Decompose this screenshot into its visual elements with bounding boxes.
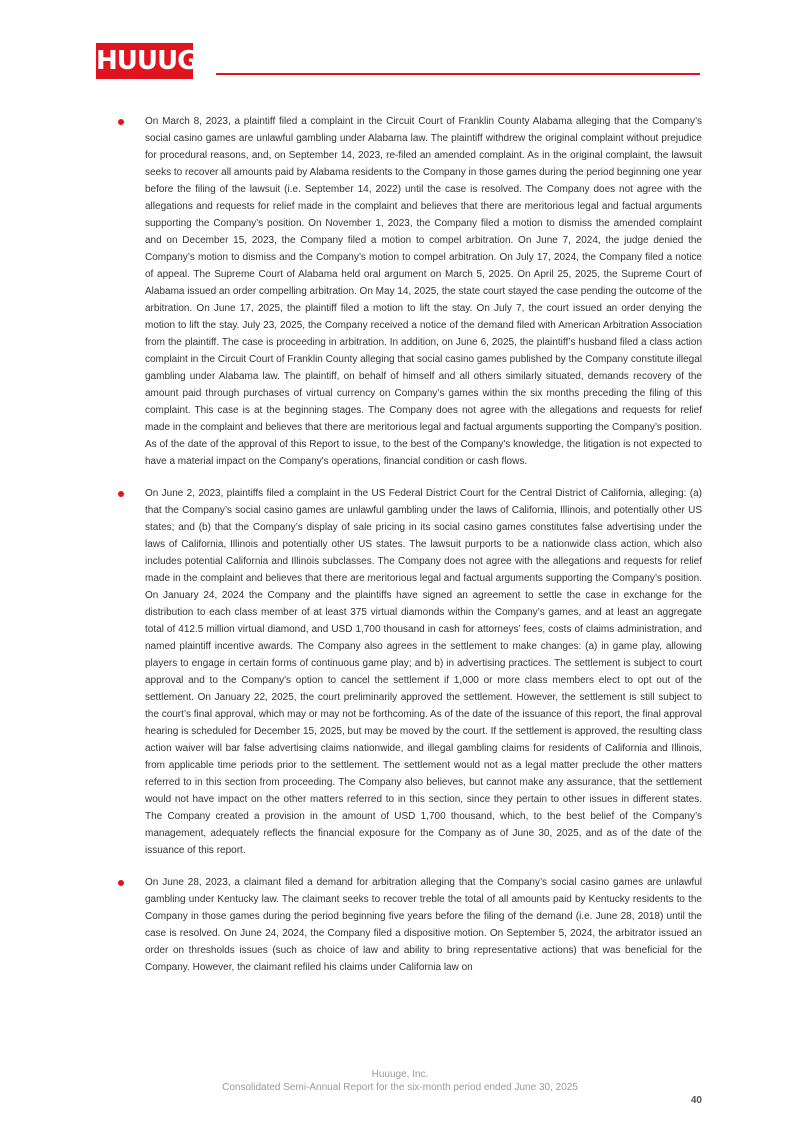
footer-report-title: Consolidated Semi-Annual Report for the six-month period ended June 30, 2025 (222, 1082, 578, 1093)
page-footer (0, 1068, 800, 1094)
huuuge-logo: HUUUGE (96, 43, 193, 79)
page-header (96, 43, 700, 79)
bullet-text: On June 28, 2023, a claimant filed a demand for arbitration alleging that the Company’s social casino games are unlawful gambling under Kentucky law. The claimant seeks to recover treble the total of all amounts paid by Kentucky residents to the Company in those games during the period beginning five years before the filing of the demand (i.e. June 28, 2018) until the case is resolved. On June 24, 2024, the Company filed a dispositive motion. On September 5, 2024, the arbitrator issued an order on thresholds issues (such as choice of law and ability to bring representative actions) that was beneficial for the Company. However, the claimant refiled his claims under California law on (145, 877, 702, 973)
bullet-icon (118, 491, 124, 497)
document-body (118, 113, 702, 991)
list-item (118, 485, 702, 859)
list-item (118, 874, 702, 976)
page-number: 40 (690, 1095, 702, 1106)
list-item (118, 113, 702, 470)
header-rule (216, 73, 700, 75)
bullet-icon (118, 119, 124, 125)
footer-company: Huuuge, Inc. (371, 1069, 429, 1080)
bullet-text: On June 2, 2023, plaintiffs filed a complaint in the US Federal District Court for the Central District of California, alleging: (a) that the Company’s social casino games are unlawful gambling under the laws of California, Illinois, and potentially other US states; and (b) that the Company’s display of sale pricing in its social casino games constitutes false advertising under the laws of California, Illinois and potentially other US states. The lawsuit purports to be a nationwide class action, which also includes potential California and Illinois subclasses. The Company does not agree with the allegations and requests for relief made in the complaint and believes that there are meritorious legal and factual arguments supporting the Company’s position. On January 24, 2024 the Company and the plaintiffs have signed an agreement to settle the case in exchange for the distribution to each class member of at least 375 virtual diamonds within the Company’s games, and at least an aggregate total of 412.5 million virtual diamond, and USD 1,700 thousand in cash for attorneys’ fees, costs of claims administration, and named plaintiff incentive awards. The Company also agrees in the settlement to make changes: (a) in game play, allowing players to engage in certain forms of continuous game play; and b) in advertising practices. The settlement is subject to court approval and to the Company's option to cancel the settlement if 1,000 or more class members elect to opt out of the settlement. On January 22, 2025, the court preliminarily approved the settlement. However, the settlement is still subject to the court’s final approval, which may or may not be forthcoming. As of the date of the issuance of this report, the final approval hearing is scheduled for December 15, 2025, but may be moved by the court. If the settlement is approved, the resulting class action waiver will bar false advertising claims nationwide, and illegal gambling claims for residents of California and Illinois, from applicable time periods prior to the settlement. The settlement would not as a legal matter preclude the other matters referred to in this section from proceeding. The Company also believes, but cannot make any assurance, that the settlement would not have impact on the other matters referred to in this section, since they pertain to other issues in different states. The Company created a provision in the amount of USD 1,700 thousand, which, to the best belief of the Company’s management, adequately reflects the financial exposure for the Company as of June 30, 2025, and as of the date of the issuance of this report. (145, 488, 702, 856)
bullet-icon (118, 880, 124, 886)
bullet-text: On March 8, 2023, a plaintiff filed a complaint in the Circuit Court of Franklin County Alabama alleging that the Company’s social casino games are unlawful gambling under Alabama law. The plaintiff withdrew the original complaint without prejudice for procedural reasons, and, on September 14, 2023, re-filed an amended complaint. As in the original complaint, the lawsuit seeks to recover all amounts paid by Alabama residents to the Company in those games during the period beginning one year before the filing of the lawsuit (i.e. September 14, 2022) until the case is resolved. The Company does not agree with the allegations and requests for relief made in the complaint and believes that there are meritorious legal and factual arguments supporting the Company’s position. On November 1, 2023, the Company filed a motion to dismiss the amended complaint and on December 15, 2023, the Company filed a motion to compel arbitration. On June 7, 2024, the judge denied the Company’s motion to dismiss and the Company’s motion to compel arbitration. On July 17, 2024, the Company filed a notice of appeal. The Supreme Court of Alabama held oral argument on March 5, 2025. On April 25, 2025, the Supreme Court of Alabama issued an order compelling arbitration. On May 14, 2025, the state court stayed the case pending the outcome of the arbitration. On June 17, 2025, the plaintiff filed a motion to lift the stay. On July 7, the court issued an order denying the motion to lift the stay. July 23, 2025, the Company received a notice of the demand filed with American Arbitration Association from the plaintiff. The case is proceeding in arbitration. In addition, on June 6, 2025, the plaintiff’s husband filed a class action complaint in the Circuit Court of Franklin County alleging that social casino games published by the Company constitute illegal gambling under Alabama law. The plaintiff, on behalf of himself and all others similarly situated, demands recovery of the amount paid through purchases of virtual currency on Company’s games within the six months preceding the filing of this complaint. This case is at the beginning stages. The Company does not agree with the allegations and requests for relief made in the complaint and believes that there are meritorious legal and factual arguments supporting the Company’s position. As of the date of the approval of this Report to issue, to the best of the Company's knowledge, the litigation is not expected to have a material impact on the Company's operations, financial condition or cash flows. (145, 116, 703, 467)
